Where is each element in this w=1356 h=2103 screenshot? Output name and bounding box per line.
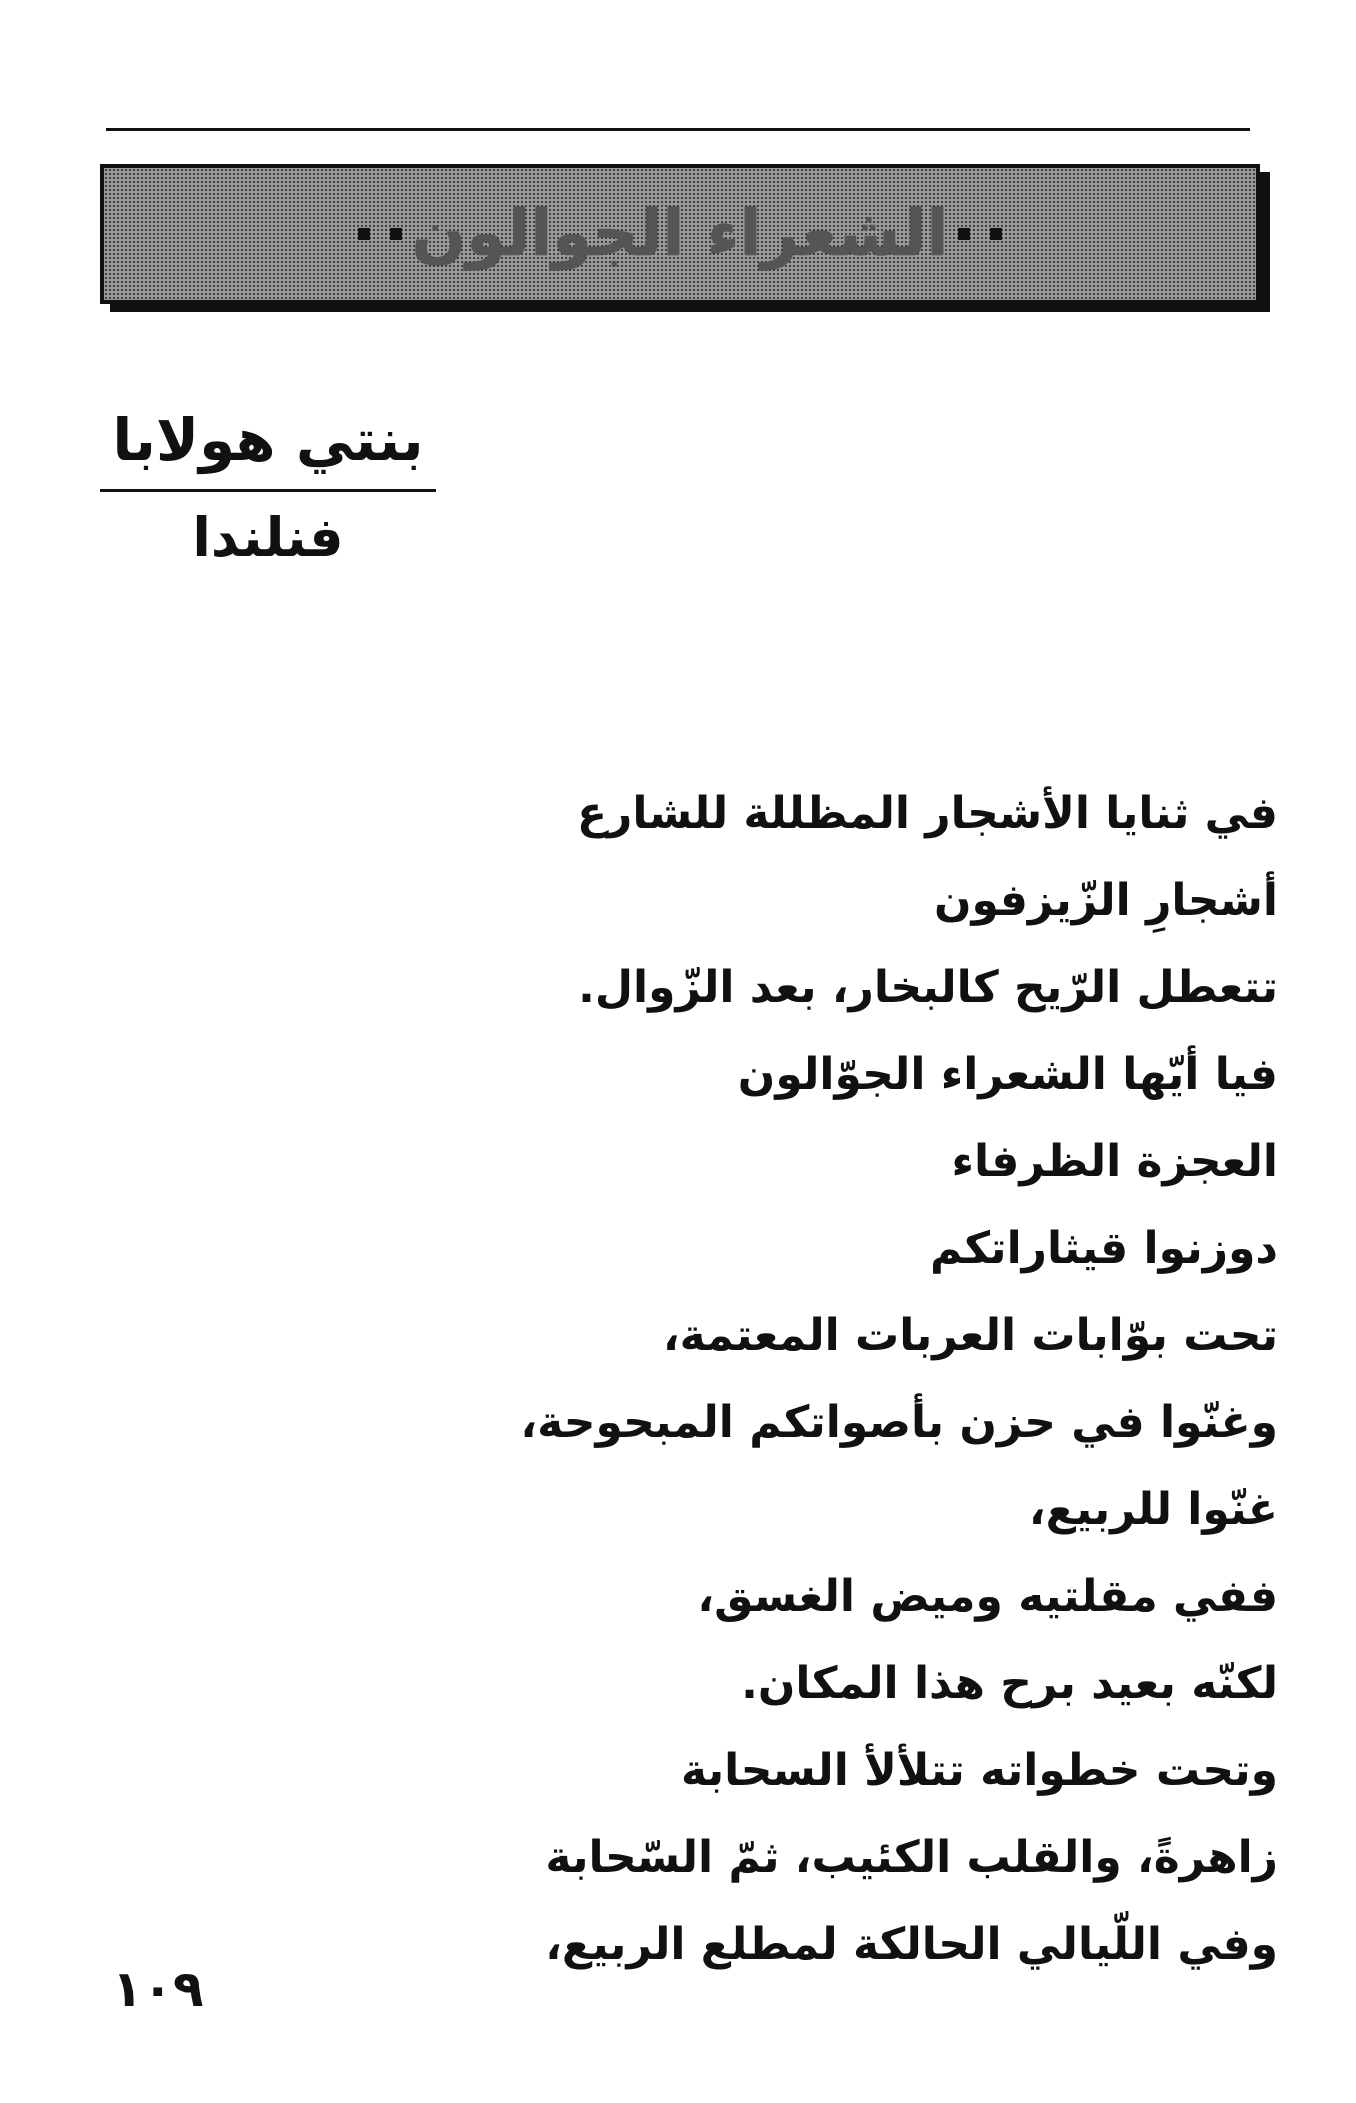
name-divider	[100, 489, 436, 492]
top-rule	[106, 128, 1250, 131]
poem-line: زاهرةً، والقلب الكئيب، ثمّ السّحابة	[545, 1832, 1278, 1883]
poet-name: بنتي هولابا	[112, 406, 424, 474]
poem-line: وتحت خطواته تتلألأ السحابة	[680, 1745, 1278, 1796]
poem-line: وفي اللّيالي الحالكة لمطلع الربيع،	[545, 1919, 1278, 1970]
banner-title: الشعراء الجوالون	[411, 197, 949, 271]
square-ornament-icon	[390, 228, 402, 240]
poem-line: دوزنوا قيثاراتكم	[929, 1223, 1278, 1274]
section-banner	[100, 164, 1260, 304]
poem-line: أشجارِ الزّيزفون	[933, 875, 1278, 926]
square-ornament-icon	[358, 228, 370, 240]
square-ornament-icon	[990, 228, 1002, 240]
page-number: ١٠٩	[112, 1960, 204, 2018]
poem-line: وغنّوا في حزن بأصواتكم المبحوحة،	[520, 1397, 1278, 1448]
poem-line: ففي مقلتيه وميض الغسق،	[697, 1571, 1278, 1622]
poem-line: العجزة الظرفاء	[951, 1136, 1278, 1187]
poet-country: فنلندا	[192, 506, 344, 569]
poem-body	[278, 770, 1278, 1988]
poem-line: لكنّه بعيد برح هذا المكان.	[741, 1658, 1278, 1709]
poem-line: تتعطل الرّيح كالبخار، بعد الزّوال.	[578, 962, 1278, 1013]
poet-heading	[100, 395, 436, 578]
poem-line: تحت بوّابات العربات المعتمة،	[662, 1310, 1278, 1361]
poem-line: فيا أيّها الشعراء الجوّالون	[737, 1049, 1278, 1100]
square-ornament-icon	[958, 228, 970, 240]
poem-line: في ثنايا الأشجار المظللة للشارع	[576, 788, 1278, 839]
poem-line: غنّوا للربيع،	[1028, 1484, 1278, 1535]
